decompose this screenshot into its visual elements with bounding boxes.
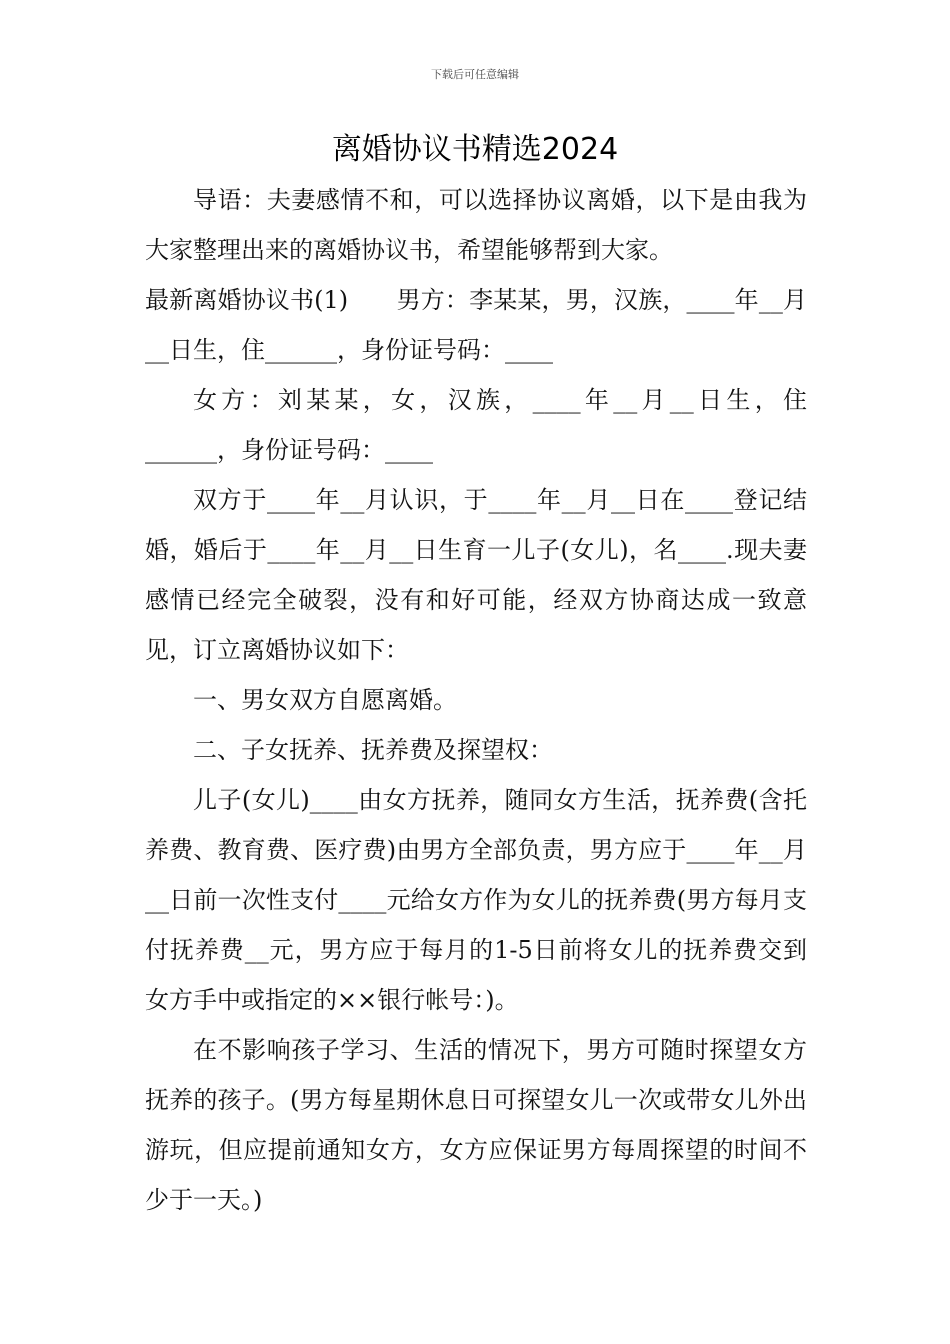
document-body: [145, 175, 807, 1225]
paragraph-visitation: 在不影响孩子学习、生活的情况下，男方可随时探望女方抚养的孩子。(男方每星期休息日可探望女儿一次或带女儿外出游玩，但应提前通知女方，女方应保证男方每周探望的时间不少于一天。): [145, 1036, 807, 1214]
paragraph-agreement-heading-male-party: 最新离婚协议书(1) 男方：李某某，男，汉族，____年__月__日生，住______，身份证号码：____: [145, 286, 807, 364]
paragraph-female-party: 女方：刘某某，女，汉族，____年__月__日生，住______，身份证号码：____: [145, 386, 807, 464]
paragraph-clause-1: 一、男女双方自愿离婚。: [193, 686, 457, 714]
paragraph-intro: 导语：夫妻感情不和，可以选择协议离婚，以下是由我为大家整理出来的离婚协议书，希望能够帮到大家。: [145, 186, 807, 264]
paragraph-clause-2: 二、子女抚养、抚养费及探望权：: [193, 736, 553, 764]
header-note: 下载后可任意编辑: [431, 68, 519, 81]
paragraph-marriage-history: 双方于____年__月认识，于____年__月__日在____登记结婚，婚后于____年__月__日生育一儿子(女儿)，名____.现夫妻感情已经完全破裂，没有和好可能，经双方协商达成一致意见，订立离婚协议如下：: [145, 486, 807, 664]
paragraph-child-support: 儿子(女儿)____由女方抚养，随同女方生活，抚养费(含托养费、教育费、医疗费)由男方全部负责，男方应于____年__月__日前一次性支付____元给女方作为女儿的抚养费(男方每月支付抚养费__元，男方应于每月的1-5日前将女儿的抚养费交到女方手中或指定的××银行帐号：)。: [145, 786, 807, 1014]
document-title: 离婚协议书精选2024: [331, 132, 619, 167]
